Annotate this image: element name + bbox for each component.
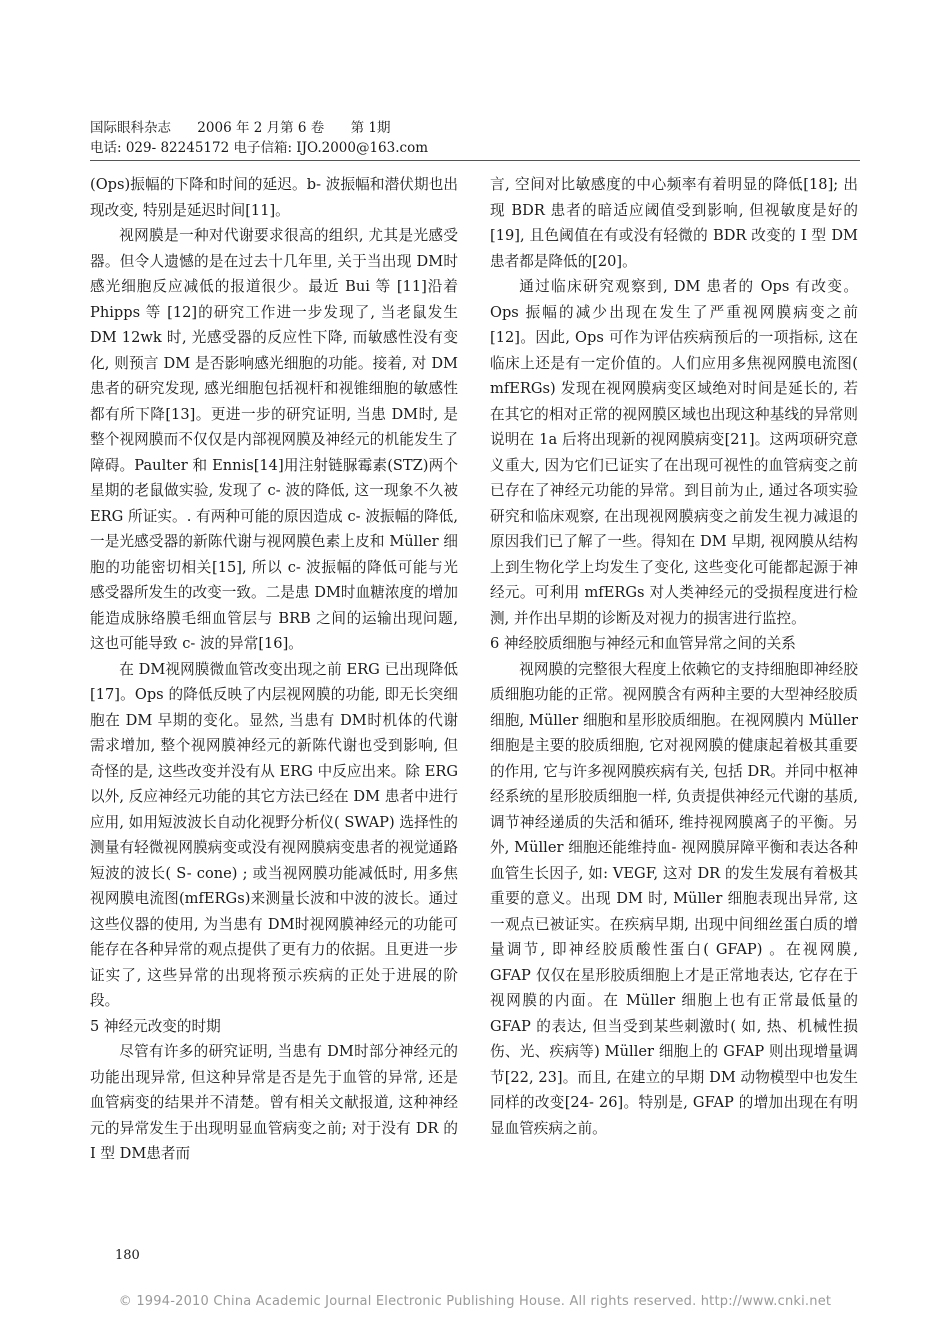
page-header <box>90 118 428 158</box>
paragraph: 尽管有许多的研究证明, 当患有 DM时部分神经元的功能出现异常, 但这种异常是否是先于血管的异常, 还是血管病变的结果并不清楚。曾有相关文献报道, 这种神经元的异常发生于出现明显血管病变之前; 对于没有 DR 的 I 型 DM患者而 <box>90 1043 458 1162</box>
paragraph: (Ops)振幅的下降和时间的延迟。b- 波振幅和潜伏期也出现改变, 特别是延迟时间[11]。 <box>90 176 458 219</box>
paragraph: 视网膜的完整很大程度上依赖它的支持细胞即神经胶质细胞功能的正常。视网膜含有两种主要的大型神经胶质细胞, Müller 细胞和星形胶质细胞。在视网膜内 Müller 细胞是主要的胶质细胞, 它对视网膜的健康起着极其重要的作用, 它与许多视网膜疾病有关, 包括 DR。并同中枢神经系统的星形胶质细胞一样, 负责提供神经元代谢的基质, 调节神经递质的失活和循环, 维持视网膜离子的平衡。另外, Müller 细胞还能维持血- 视网膜屏障平衡和表达各种血管生长因子, 如: VEGF, 这对 DR 的发生发展有着极其重要的意义。出现 DM 时, Müller 细胞表现出异常, 这一观点已被证实。在疾病早期, 出现中间细丝蛋白质的增量调节, 即神经胶质酸性蛋白( GFAP) 。在视网膜, GFAP 仅仅在星形胶质细胞上才是正常地表达, 它存在于视网膜的内面。在 Müller 细胞上也有正常最低量的 GFAP 的表达, 但当受到某些刺激时( 如, 热、机械性损伤、光、疾病等) Müller 细胞上的 GFAP 则出现增量调节[22, 23]。而且, 在建立的早期 DM 动物模型中也发生同样的改变[24- 26]。特别是, GFAP 的增加出现在有明显血管疾病之前。 <box>490 660 858 1137</box>
left-column <box>90 172 458 1167</box>
date-volume: 2006 年 2 月第 6 卷 <box>197 120 325 136</box>
paragraph: 言, 空间对比敏感度的中心频率有着明显的降低[18]; 出现 BDR 患者的暗适应阈值受到影响, 但视敏度是好的[19], 且色阈值在有或没有轻微的 BDR 改变的 I 型 DM 患者都是降低的[20]。 <box>490 176 858 270</box>
section-heading-5: 5 神经元改变的时期 <box>90 1017 221 1035</box>
section-heading-6: 6 神经胶质细胞与神经元和血管异常之间的关系 <box>490 635 796 652</box>
copyright-footer: © 1994-2010 China Academic Journal Electronic Publishing House. All rights reserved. http://www.cnki.net <box>118 1294 832 1309</box>
journal-name: 国际眼科杂志 <box>90 120 171 136</box>
paragraph: 视网膜是一种对代谢要求很高的组织, 尤其是光感受器。但令人遗憾的是在过去十几年里, 关于当出现 DM时感光细胞反应减低的报道很少。最近 Bui 等 [11]沿着 Phipps 等 [12]的研究工作进一步发现了, 当老鼠发生 DM 12wk 时, 光感受器的反应性下降, 而敏感性没有变化, 则预言 DM 是否影响感光细胞的功能。接着, 对 DM 患者的研究发现, 感光细胞包括视杆和视锥细胞的敏感性都有所下降[13]。更进一步的研究证明, 当患 DM时, 是整个视网膜而不仅仅是内部视网膜及神经元的机能发生了障碍。Paulter 和 Ennis[14]用注射链脲霉素(STZ)两个星期的老鼠做实验, 发现了 c- 波的降低, 这一现象不久被 ERG 所证实。. 有两种可能的原因造成 c- 波振幅的降低, 一是光感受器的新陈代谢与视网膜色素上皮和 Müller 细胞的功能密切相关[15], 所以 c- 波振幅的降低可能与光感受器所发生的改变一致。二是患 DM时血糖浓度的增加能造成脉络膜毛细血管层与 BRB 之间的运输出现问题, 这也可能导致 c- 波的异常[16]。 <box>90 227 458 652</box>
paragraph: 通过临床研究观察到, DM 患者的 Ops 有改变。Ops 振幅的减少出现在发生了严重视网膜病变之前[12]。因此, Ops 可作为评估疾病预后的一项指标, 这在临床上还是有一定价值的。人们应用多焦视网膜电流图( mfERGs) 发现在视网膜病变区域绝对时间是延长的, 若在其它的相对正常的视网膜区域也出现这种基线的异常则说明在 1a 后将出现新的视网膜病变[21]。这两项研究意义重大, 因为它们已证实了在出现可视性的血管病变之前已存在了神经元功能的异常。到目前为止, 通过各项实验研究和临床观察, 在出现视网膜病变之前发生视力减退的原因我们已了解了一些。得知在 DM 早期, 视网膜从结构上到生物化学上均发生了变化, 这些变化可能都起源于神经元。可利用 mfERGs 对人类神经元的受损程度进行检测, 并作出早期的诊断及对视力的损害进行监控。 <box>490 278 858 627</box>
page-number: 180 <box>115 1248 140 1263</box>
contact-info: 电话: 029- 82245172 电子信箱: IJO.2000@163.com <box>90 140 429 156</box>
header-line-1 <box>90 118 428 138</box>
paragraph: 在 DM视网膜微血管改变出现之前 ERG 已出现降低[17]。Ops 的降低反映了内层视网膜的功能, 即无长突细胞在 DM 早期的变化。显然, 当患有 DM时机体的代谢需求增加, 整个视网膜神经元的新陈代谢也受到影响, 但奇怪的是, 这些改变并没有从 ERG 中反应出来。除 ERG 以外, 反应神经元功能的其它方法已经在 DM 患者中进行应用, 如用短波波长自动化视野分析仪( SWAP) 选择性的测量有轻微视网膜病变或没有视网膜病变患者的视觉通路短波的波长( S- cone) ; 或当视网膜功能减低时, 用多焦视网膜电流图(mfERGs)来测量长波和中波的波长。通过这些仪器的使用, 为当患有 DM时视网膜神经元的功能可能存在各种异常的观点提供了更有力的依据。且更进一步证实了, 这些异常的出现将预示疾病的正处于进展的阶段。 <box>90 660 458 1009</box>
right-column <box>490 172 858 1141</box>
issue-number: 第 1期 <box>350 120 391 136</box>
header-rule <box>90 160 860 161</box>
